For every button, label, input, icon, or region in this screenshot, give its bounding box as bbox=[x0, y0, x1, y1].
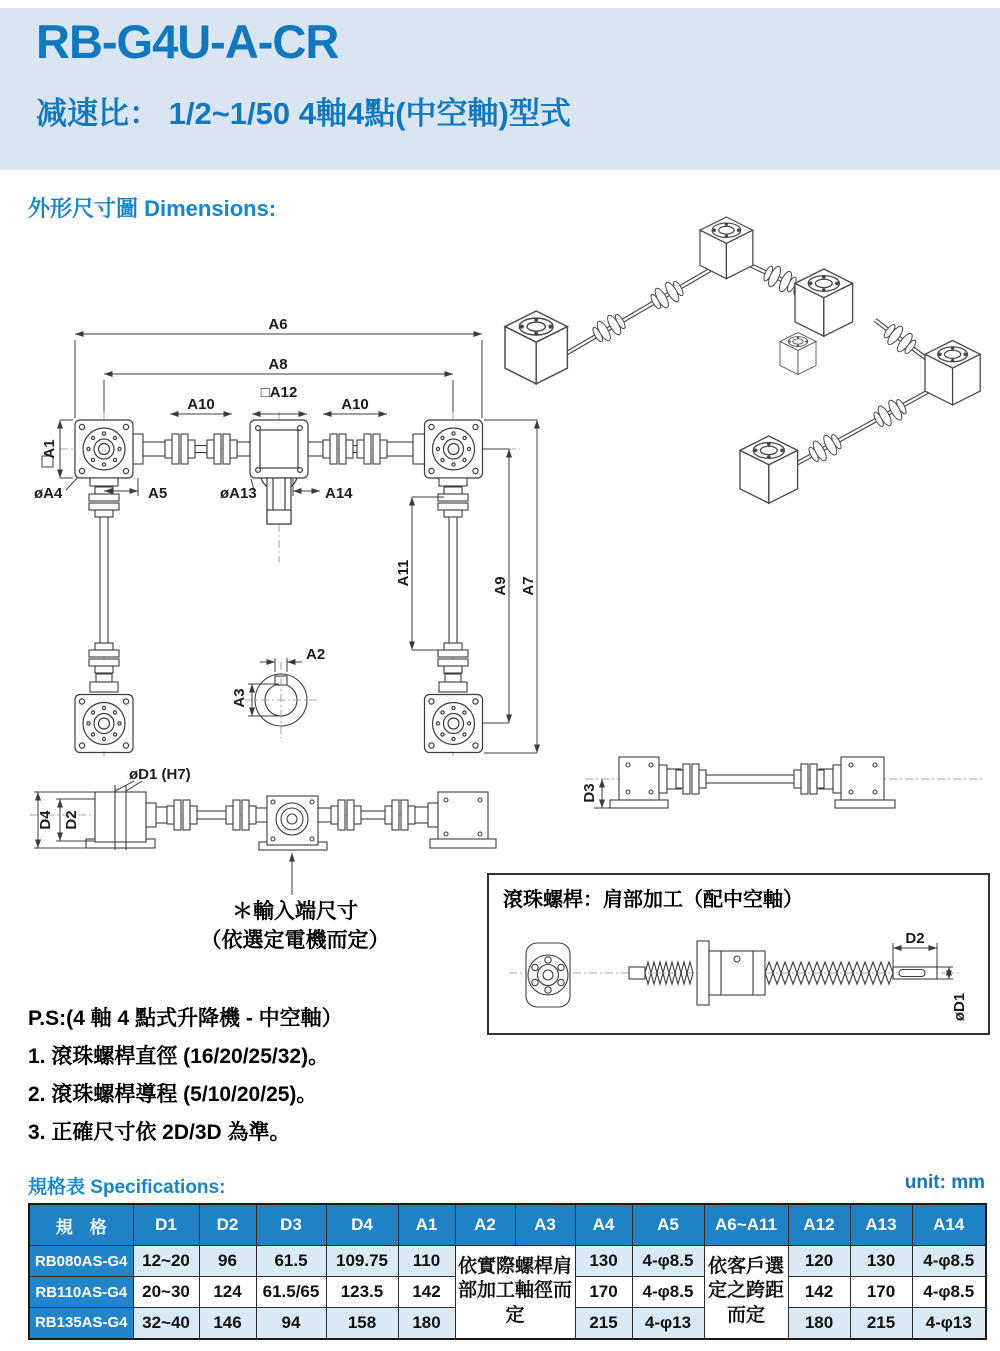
page-title: RB-G4U-A-CR bbox=[36, 15, 339, 68]
input-note-line2: （依選定電機而定） bbox=[200, 929, 390, 952]
iso-input-box bbox=[780, 333, 816, 375]
iso-gearbox-bottom bbox=[740, 436, 798, 503]
value-cell: 146 bbox=[199, 1308, 256, 1339]
value-cell: 61.5/65 bbox=[256, 1277, 326, 1308]
dim-od1: øD1 (H7) bbox=[129, 766, 191, 783]
ballscrew-drawing bbox=[489, 913, 992, 1033]
side-dimensions bbox=[34, 781, 292, 895]
iso-gearbox-right bbox=[925, 341, 980, 405]
value-cell: 215 bbox=[575, 1308, 632, 1339]
ballscrew-flange-end-view bbox=[526, 943, 570, 1007]
merged-a2-a3-cell: 依實際螺桿肩部加工軸徑而定 bbox=[455, 1246, 575, 1339]
col-header-spec: 規 格 bbox=[29, 1204, 133, 1246]
model-cell: RB135AS-G4 bbox=[29, 1308, 133, 1339]
dim-a9: A9 bbox=[492, 576, 509, 596]
input-shaft-note bbox=[140, 897, 450, 955]
value-cell: 20~30 bbox=[133, 1277, 199, 1308]
col-header-d3: D3 bbox=[256, 1204, 326, 1246]
value-cell: 180 bbox=[398, 1308, 455, 1339]
isometric-view-drawing bbox=[495, 200, 1000, 505]
dim-a3: A3 bbox=[231, 688, 248, 708]
col-header-d1: D1 bbox=[133, 1204, 199, 1246]
front-view-drawing bbox=[20, 300, 560, 760]
iso-gearbox-top bbox=[700, 217, 753, 279]
gearbox-bottom-right bbox=[425, 695, 483, 753]
col-header-a14: A14 bbox=[912, 1204, 986, 1246]
value-cell: 130 bbox=[850, 1246, 912, 1277]
col-header-a4: A4 bbox=[575, 1204, 632, 1246]
value-cell: 124 bbox=[199, 1277, 256, 1308]
dim-a2: A2 bbox=[306, 646, 326, 663]
value-cell: 180 bbox=[788, 1308, 850, 1339]
side-view-cross-shaft bbox=[580, 753, 990, 865]
gearbox-center bbox=[250, 420, 308, 524]
value-cell: 123.5 bbox=[326, 1277, 398, 1308]
gearbox-front-right bbox=[425, 420, 483, 478]
value-cell: 94 bbox=[256, 1308, 326, 1339]
value-cell: 170 bbox=[575, 1277, 632, 1308]
col-header-a1: A1 bbox=[398, 1204, 455, 1246]
dim-a12: □A12 bbox=[260, 384, 298, 401]
dim-a1: A1 bbox=[41, 439, 58, 459]
page-subtitle: 减速比： 1/2~1/50 4軸4點(中空軸)型式 bbox=[36, 96, 571, 131]
spec-heading-row bbox=[28, 1172, 985, 1199]
value-cell: 170 bbox=[850, 1277, 912, 1308]
spec-heading: 規格表 Specifications: bbox=[28, 1177, 226, 1198]
model-cell: RB080AS-G4 bbox=[29, 1246, 133, 1277]
col-header-d4: D4 bbox=[326, 1204, 398, 1246]
value-cell: 142 bbox=[398, 1277, 455, 1308]
col-header-d2: D2 bbox=[199, 1204, 256, 1246]
unit-label: unit: mm bbox=[904, 1172, 985, 1193]
model-cell: RB110AS-G4 bbox=[29, 1277, 133, 1308]
coupling bbox=[357, 434, 387, 464]
value-cell: 158 bbox=[326, 1308, 398, 1339]
value-cell: 96 bbox=[199, 1246, 256, 1277]
merged-a6-a11-cell: 依客戶選定之跨距而定 bbox=[704, 1246, 788, 1339]
ps-note-heading: P.S:(4 軸 4 點式升降機 - 中空軸） bbox=[28, 1007, 343, 1030]
dimensions-heading: 外形尺寸圖 Dimensions: bbox=[28, 196, 277, 221]
value-cell: 32~40 bbox=[133, 1308, 199, 1339]
col-header-a3: A3 bbox=[515, 1204, 575, 1246]
value-cell: 130 bbox=[575, 1246, 632, 1277]
value-cell: 109.75 bbox=[326, 1246, 398, 1277]
value-cell: 4-φ8.5 bbox=[632, 1246, 704, 1277]
dim-a11: A11 bbox=[395, 559, 412, 587]
value-cell: 12~20 bbox=[133, 1246, 199, 1277]
dim-d2: D2 bbox=[63, 810, 80, 830]
dim-a7: A7 bbox=[520, 576, 537, 596]
ballscrew-title: 滾珠螺桿：肩部加工（配中空軸） bbox=[503, 889, 803, 911]
ps-note-item: 3. 正確尺寸依 2D/3D 為準。 bbox=[28, 1121, 291, 1144]
value-cell: 4-φ8.5 bbox=[912, 1246, 986, 1277]
dim-bs-od1: øD1 bbox=[951, 992, 968, 1022]
value-cell: 142 bbox=[788, 1277, 850, 1308]
iso-gearbox-middle bbox=[795, 269, 853, 336]
side-view-input-train bbox=[30, 755, 480, 905]
dim-a14: A14 bbox=[325, 485, 353, 502]
dim-oa13: øA13 bbox=[220, 485, 257, 502]
gearbox-front-left bbox=[75, 420, 133, 478]
ps-note-item: 1. 滾珠螺桿直徑 (16/20/25/32)。 bbox=[28, 1045, 330, 1068]
iso-gearbox-left bbox=[505, 311, 567, 384]
table-header-row bbox=[29, 1204, 986, 1246]
cross-shaft-bodies bbox=[610, 757, 895, 808]
dim-bs-d2: D2 bbox=[905, 930, 925, 947]
value-cell: 215 bbox=[850, 1308, 912, 1339]
input-note-line1: ＊輸入端尺寸 bbox=[232, 900, 358, 923]
value-cell: 4-φ13 bbox=[632, 1308, 704, 1339]
dim-a10-right: A10 bbox=[341, 396, 369, 413]
gearbox-bottom-left bbox=[75, 695, 133, 753]
ps-notes bbox=[28, 1000, 343, 1152]
col-header-a12: A12 bbox=[788, 1204, 850, 1246]
dim-oa4: øA4 bbox=[34, 485, 63, 502]
coupling bbox=[438, 487, 468, 517]
side-train-bodies bbox=[86, 785, 496, 850]
value-cell: 61.5 bbox=[256, 1246, 326, 1277]
spec-table bbox=[28, 1203, 987, 1340]
col-header-a13: A13 bbox=[850, 1204, 912, 1246]
value-cell: 4-φ8.5 bbox=[632, 1277, 704, 1308]
dim-a10-left: A10 bbox=[187, 396, 215, 413]
ballscrew-box bbox=[487, 873, 990, 1035]
dim-d3: D3 bbox=[581, 783, 598, 803]
table-row bbox=[29, 1246, 986, 1277]
dim-a5: A5 bbox=[148, 485, 168, 502]
dim-a6: A6 bbox=[268, 316, 288, 333]
iso-shafts bbox=[555, 265, 940, 470]
col-header-a6-a11: A6~A11 bbox=[704, 1204, 788, 1246]
dim-d4: D4 bbox=[37, 810, 54, 830]
value-cell: 110 bbox=[398, 1246, 455, 1277]
col-header-a5: A5 bbox=[632, 1204, 704, 1246]
ps-note-item: 2. 滾珠螺桿導程 (5/10/20/25)。 bbox=[28, 1083, 318, 1106]
value-cell: 120 bbox=[788, 1246, 850, 1277]
value-cell: 4-φ13 bbox=[912, 1308, 986, 1339]
col-header-a2: A2 bbox=[455, 1204, 515, 1246]
value-cell: 4-φ8.5 bbox=[912, 1277, 986, 1308]
dim-a8: A8 bbox=[268, 356, 288, 373]
hollow-bore-detail bbox=[245, 662, 317, 738]
